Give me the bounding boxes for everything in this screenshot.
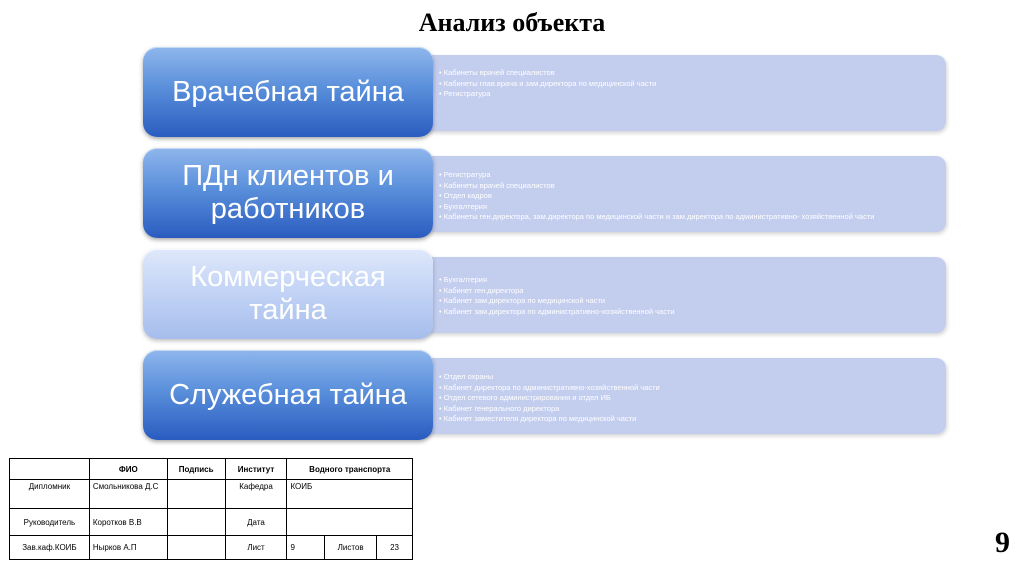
block-personal-data (143, 148, 946, 238)
list-item: • Кабинет ген.директора (439, 286, 675, 297)
list-item: • Кабинет зам.директора по административно-хозяйственной части (439, 307, 675, 318)
table-row (10, 536, 413, 560)
list-item: • Отдел охраны (439, 372, 660, 383)
table-cell: Листов (325, 536, 377, 560)
table-cell: Смольникова Д.С (89, 480, 167, 509)
list-item: • Бухгалтерия (439, 202, 874, 213)
list-item: • Кабинет зам.директора по медицинской части (439, 296, 675, 307)
table-cell: Подпись (167, 459, 225, 480)
table-cell: Дата (225, 509, 287, 536)
block-label: Коммерческая тайна (143, 249, 433, 339)
table-cell: Коротков В.В (89, 509, 167, 536)
table-cell: Зав.каф.КОИБ (10, 536, 90, 560)
block-label: ПДн клиентов и работников (143, 148, 433, 238)
list-item: • Регистратура (439, 170, 874, 181)
table-cell (287, 509, 413, 536)
table-cell: ФИО (89, 459, 167, 480)
list-item: • Бухгалтерия (439, 275, 675, 286)
table-cell: Кафедра (225, 480, 287, 509)
list-item: • Кабинеты глав.врача и зам.директора по медицинской части (439, 79, 656, 90)
table-row (10, 459, 413, 480)
table-cell: Институт (225, 459, 287, 480)
list-item: • Кабинеты ген.директора, зам.директора по медицинской части и зам.директора по административно- хозяйственной части (439, 212, 874, 223)
list-item: • Отдел сетевого администрирования и отдел ИБ (439, 393, 660, 404)
table-cell: 23 (377, 536, 413, 560)
page-number: 9 (995, 526, 1010, 559)
table-cell (167, 509, 225, 536)
block-label: Врачебная тайна (143, 47, 433, 137)
title-block-table (9, 458, 413, 560)
table-cell (10, 459, 90, 480)
table-cell: Лист (225, 536, 287, 560)
block-list (439, 372, 660, 425)
table-row (10, 480, 413, 509)
block-list (439, 170, 874, 223)
list-item: • Регистратура (439, 89, 656, 100)
list-item: • Кабинет генерального директора (439, 404, 660, 415)
list-item: • Кабинет заместителя директора по медицинской части (439, 414, 660, 425)
block-medical-secret (143, 47, 946, 137)
table-cell: Руководитель (10, 509, 90, 536)
block-label: Служебная тайна (143, 350, 433, 440)
list-item: • Отдел кадров (439, 191, 874, 202)
table-cell (167, 480, 225, 509)
list-item: • Кабинет директора по административно-хозяйственной части (439, 383, 660, 394)
block-list (439, 275, 675, 317)
table-cell: Нырков А.П (89, 536, 167, 560)
table-cell: Дипломник (10, 480, 90, 509)
page-title: Анализ объекта (418, 8, 606, 37)
table-cell: 9 (287, 536, 325, 560)
list-item: • Кабинеты врачей специалистов (439, 68, 656, 79)
table-row (10, 509, 413, 536)
table-cell: Водного транспорта (287, 459, 413, 480)
block-commercial-secret (143, 249, 946, 339)
table-cell (167, 536, 225, 560)
list-item: • Кабинеты врачей специалистов (439, 181, 874, 192)
block-list (439, 68, 656, 100)
block-official-secret (143, 350, 946, 440)
table-cell: КОИБ (287, 480, 413, 509)
